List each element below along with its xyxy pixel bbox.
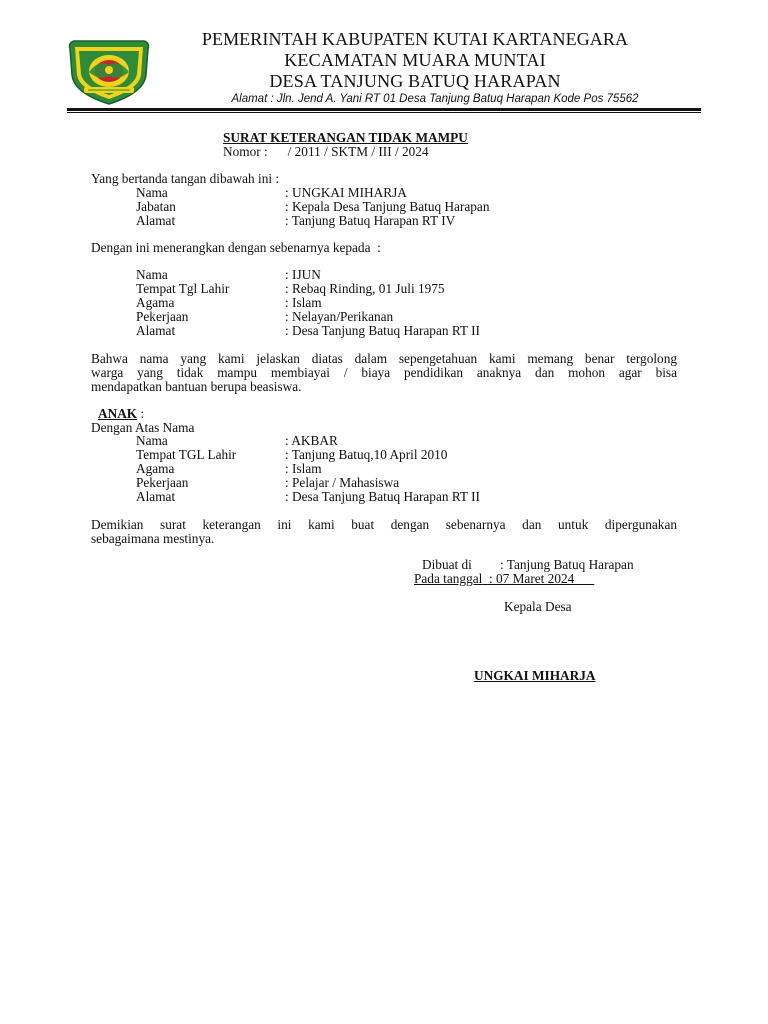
paragraph-line: sebagaimana mestinya. <box>91 531 215 546</box>
signer-name: UNGKAI MIHARJA <box>474 668 596 683</box>
field-value: : Islam <box>285 295 322 310</box>
field-label: Agama <box>136 295 175 310</box>
date-line <box>414 572 594 586</box>
field-label: Alamat <box>136 323 176 338</box>
child-heading-label: ANAK <box>98 406 138 421</box>
field-value: : UNGKAI MIHARJA <box>285 185 407 200</box>
field-value: : Desa Tanjung Batuq Harapan RT II <box>285 323 480 338</box>
field-value: : AKBAR <box>285 433 338 448</box>
field-label: Agama <box>136 461 175 476</box>
field-label: Tempat TGL Lahir <box>136 447 237 462</box>
letter-number: Nomor : / 2011 / SKTM / III / 2024 <box>223 144 429 159</box>
date-label: Pada tanggal <box>414 571 483 586</box>
field-value: : Pelajar / Mahasiswa <box>285 475 400 490</box>
field-value: : Nelayan/Perikanan <box>285 309 394 324</box>
paragraph-line: Bahwa nama yang kami jelaskan diatas dalam sepengetahuan kami memang benar tergolong <box>91 351 677 366</box>
field-label: Jabatan <box>136 199 176 214</box>
field-label: Nama <box>136 433 168 448</box>
paragraph-line: mendapatkan bantuan berupa beasiswa. <box>91 379 302 394</box>
header-district: KECAMATAN MUARA MUNTAI <box>284 50 546 70</box>
signer-position: Kepala Desa <box>504 599 572 614</box>
field-label: Nama <box>136 185 168 200</box>
field-label: Alamat <box>136 489 176 504</box>
field-value: : Islam <box>285 461 322 476</box>
header-divider-thin <box>67 112 701 113</box>
subject-intro: Dengan ini menerangkan dengan sebenarnya kepada : <box>91 240 381 255</box>
date-value: : 07 Maret 2024 <box>482 571 595 586</box>
statement-paragraph <box>91 352 677 394</box>
paragraph-line: warga yang tidak mampu membiayai / biaya pendidikan anaknya dan mohon agar bisa <box>91 365 677 380</box>
child-intro: Dengan Atas Nama <box>91 420 195 435</box>
field-value: : Desa Tanjung Batuq Harapan RT II <box>285 489 480 504</box>
letter-title: SURAT KETERANGAN TIDAK MAMPU <box>223 130 468 145</box>
field-value: : Tanjung Batuq Harapan RT IV <box>285 213 456 228</box>
closing-paragraph <box>91 518 677 546</box>
header-village: DESA TANJUNG BATUQ HARAPAN <box>269 71 561 91</box>
field-label: Alamat <box>136 213 176 228</box>
field-value: : Kepala Desa Tanjung Batuq Harapan <box>285 199 490 214</box>
signer-intro: Yang bertanda tangan dibawah ini : <box>91 171 280 186</box>
field-value: : Tanjung Batuq,10 April 2010 <box>285 447 448 462</box>
header-government: PEMERINTAH KABUPATEN KUTAI KARTANEGARA <box>201 29 629 49</box>
header-address: Alamat : Jln. Jend A. Yani RT 01 Desa Tanjung Batuq Harapan Kode Pos 75562 <box>231 93 639 105</box>
child-heading-colon: : <box>137 406 145 421</box>
paragraph-line: Demikian surat keterangan ini kami buat dengan sebenarnya dan untuk dipergunakan <box>91 517 677 532</box>
field-label: Nama <box>136 267 168 282</box>
field-label: Tempat Tgl Lahir <box>136 281 230 296</box>
field-value: : IJUN <box>285 267 321 282</box>
field-label: Pekerjaan <box>136 309 189 324</box>
place-value: : Tanjung Batuq Harapan <box>500 557 634 572</box>
regency-emblem-icon <box>64 35 154 107</box>
field-label: Pekerjaan <box>136 475 189 490</box>
place-label: Dibuat di <box>422 557 472 572</box>
field-value: : Rebaq Rinding, 01 Juli 1975 <box>285 281 445 296</box>
header-divider-thick <box>67 108 701 111</box>
child-heading <box>98 407 144 421</box>
